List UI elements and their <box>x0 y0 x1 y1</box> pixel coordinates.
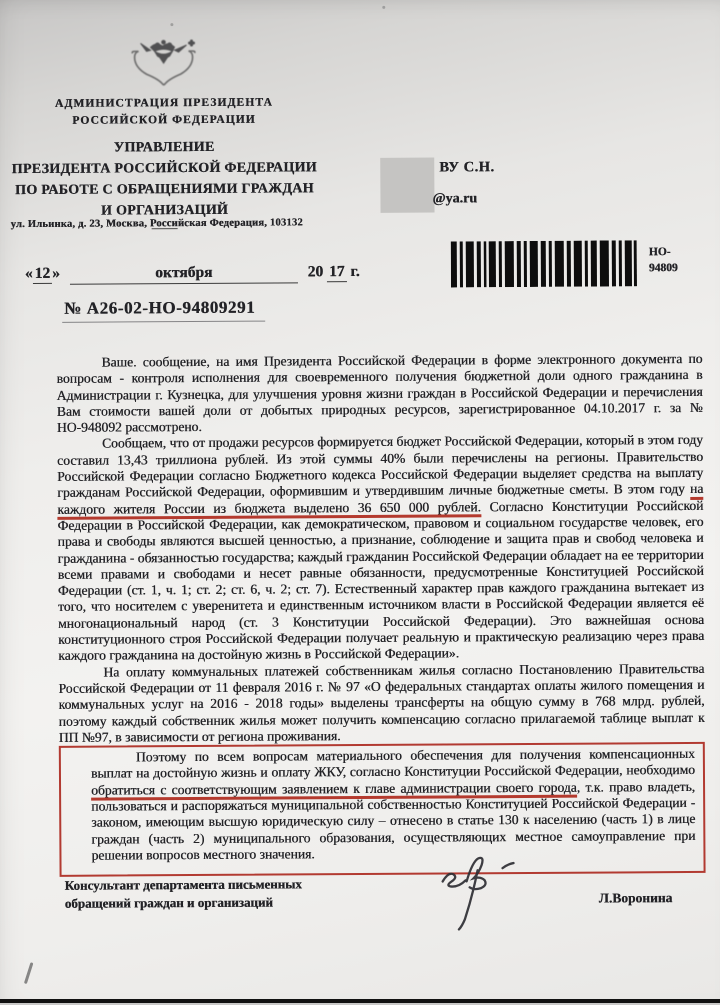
paragraph-4-red-boxed <box>59 742 706 877</box>
date-quote-close: » <box>52 264 60 282</box>
barcode-label-line2: 94809 <box>648 261 678 274</box>
signer-title-line1: Консультант департамента письменных <box>64 876 302 893</box>
department-line3: ПО РАБОТЕ С ОБРАЩЕНИЯМИ ГРАЖДАН <box>14 181 314 199</box>
department-line1: УПРАВЛЕНИЕ <box>113 140 215 156</box>
handwritten-signature <box>420 847 531 934</box>
date-year-g: г. <box>350 262 360 281</box>
date-year-suffix: 17 <box>327 263 347 282</box>
coat-of-arms-icon <box>126 37 200 89</box>
date-year-prefix: 20 <box>307 263 324 281</box>
date-day: 12 <box>33 265 53 284</box>
recipient-email-fragment: @ya.ru <box>432 191 478 207</box>
paragraph-2-start: Сообщаем, что от продажи ресурсов формируется бюджет Российской Федерации, который в этом году составил 13,43 триллиона рублей. Из этой суммы 40% были перечислены на регионы. Правительство Российской Федерации согласно Бюджетного кодекса Российской Федерации выделяет средства на выплату гражданам Российской Федерации, оформившим и утвердившим личные бюджетные сметы. В этом году <box>57 432 704 501</box>
signer-name: Л.Воронина <box>598 890 673 906</box>
paragraph-2 <box>57 432 704 664</box>
paragraph-3: На оплату коммунальных платежей собственникам жилья согласно Постановлению Правительства Российской Федерации от 11 февраля 2016 г. № 97 «О федеральных стандартах оплаты жилого помещения и коммунальных услуг на 2016 - 2018 годы» выделены трансферты на общую сумму в 768 млрд. рублей, поэтому каждый собственник жилья может получить компенсацию согласно прилагаемой таблице выплат к ПП №97, в зависимости от региона проживания. <box>58 660 705 745</box>
paragraph-1: Ваше. сообщение, на имя Президента Российской Федерации в форме электронного документа по вопросам - контроля исполнения для своевременного получения бюджетной доли одного гражданина в Администрации г. Кузнецка, для улучшения уровня жизни граждан в Российской Федерации и перечисления Вам стоимости вашей доли от добытых природных ресурсов, зарегистрированное 04.10.2017 г. за № НО-948092 рассмотрено. <box>56 350 703 436</box>
date-month: октября <box>70 263 298 284</box>
org-name-line1: АДМИНИСТРАЦИЯ ПРЕЗИДЕНТА <box>54 96 273 110</box>
paragraph-4-rest: , т.к. право владеть, пользоваться и распоряжаться муниципальной собственностью Конституцией Российской Федерации - законом, имеющим высшую юридическую силу – отнесено в статье 130 к населению (часть 1) в лице граждан (часть 2) муниципального образования, осуществляющих местное самоуправление при решении вопросов местного значения. <box>91 778 696 863</box>
scan-speck <box>382 6 385 9</box>
signer-title <box>65 875 302 912</box>
barcode-label-line1: НО- <box>648 246 671 259</box>
department-line4: И ОРГАНИЗАЦИЙ <box>100 203 229 219</box>
scan-bottom-edge <box>0 999 720 1003</box>
scan-speck <box>170 23 173 26</box>
org-name-line2: РОССИЙСКОЙ ФЕДЕРАЦИИ <box>72 113 256 127</box>
letterhead <box>0 36 331 230</box>
paragraph-2-rest: Согласно Конституции Российской Федерации в Российской Федерации, как демократическом, правовом и социальном государстве человек, его права и свободы являются высшей ценностью, а признание, соблюдение и защита прав и свобод человека и гражданина - обязанностью государства; каждый гражданин Российской Федерации обладает на ее территории всеми правами и свободами и несет равные обязанности, предусмотренные Конституцией Российской Федерации (ст. 1, ч. 1; ст. 2; ст. 6, ч. 2; ст. 7). Естественный характер прав каждого гражданина вытекает из того, что носителем с уверенитета и единственным источником власти в Российской Федерации является её многонациональный народ (ст. 3 Конституции Российской Федерации). Это важнейшая основа конституционного строя Российской Федерации получает реальную и практическую реализацию через права каждого гражданина на достойную жизнь в Российской Федерации». <box>57 497 705 664</box>
paragraph-4-start: Поэтому по всем вопросам материального обеспечения для получения компенсационных выплат на достойную жизнь и оплату ЖКУ, согласно Конституции Российской Федерации, необходимо <box>90 746 695 782</box>
org-address: ул. Ильинка, д. 23, Москва, Российская Федерация, 103132 <box>10 217 303 231</box>
department-name <box>0 137 331 223</box>
letter-body <box>56 351 705 877</box>
barcode-label <box>649 245 678 276</box>
redaction-box <box>380 158 434 213</box>
reference-number: № А26-02-НО-94809291 <box>62 298 265 323</box>
date-line <box>25 263 360 285</box>
date-quote-open: « <box>24 264 33 283</box>
recipient-name-fragment: ВУ С.Н. <box>439 159 495 176</box>
barcode <box>451 240 637 287</box>
red-underlined-phrase-budget: на каждого жителя России из бюджета выделено 36 650 000 рублей. <box>57 481 703 520</box>
department-line2: ПРЕЗИДЕНТА РОССИЙСКОЙ ФЕДЕРАЦИИ <box>11 160 317 178</box>
pen-mark-artifact <box>24 962 33 984</box>
signer-title-line2: обращений граждан и организаций <box>64 894 273 911</box>
red-underlined-phrase-appeal: обратиться с соответствующим заявлением к главе администрации своего города <box>91 779 577 800</box>
org-name <box>0 94 330 129</box>
